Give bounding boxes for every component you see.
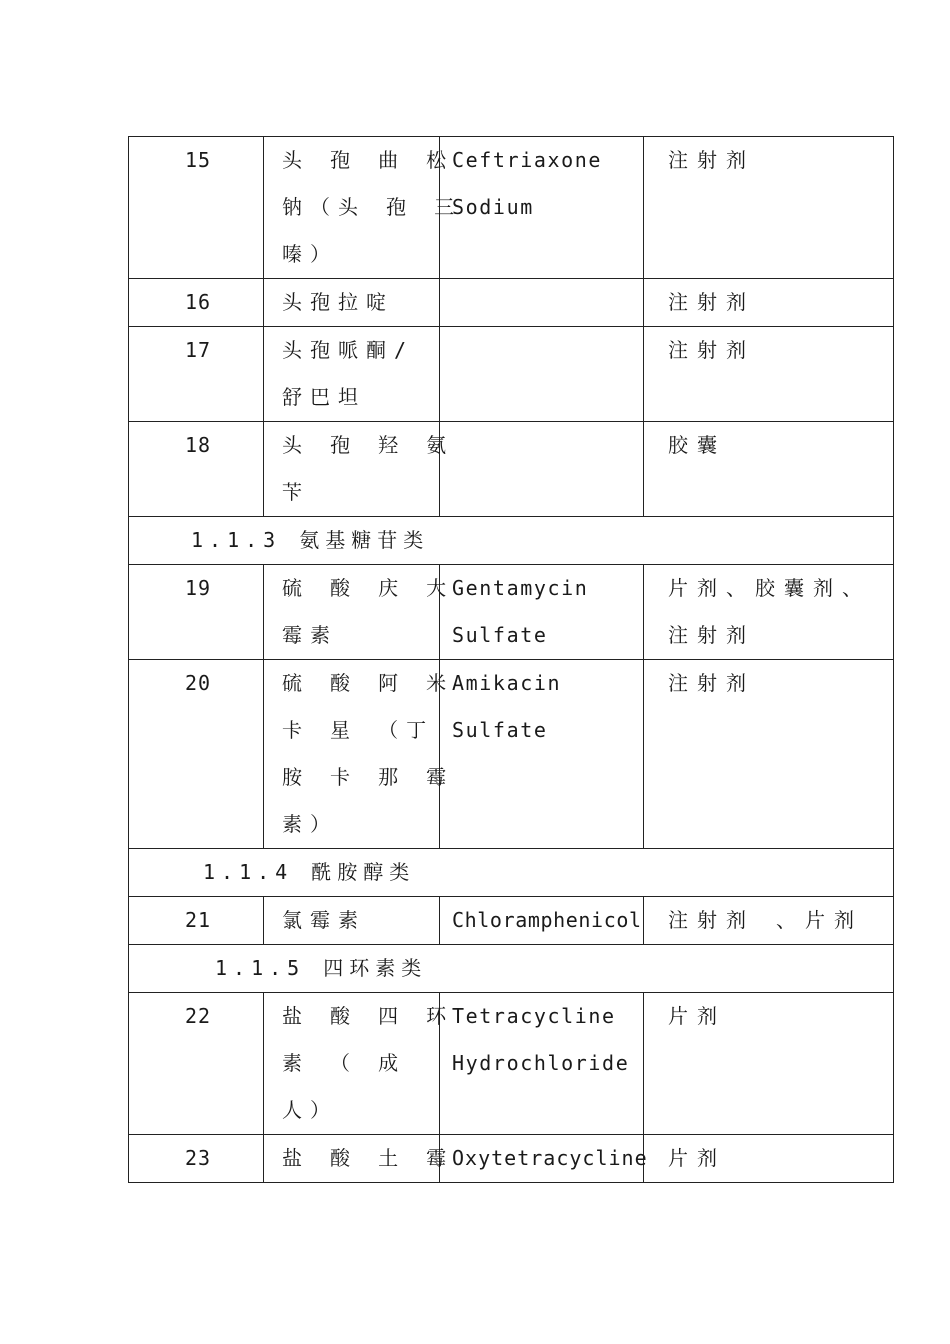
drug-name-cn: 头孢哌酮/ 舒巴坦	[264, 327, 440, 422]
drug-name-cn: 头 孢 羟 氨 苄	[264, 422, 440, 517]
drug-name-en: Tetracycline Hydrochloride	[440, 993, 644, 1135]
dosage-form: 片剂	[644, 993, 894, 1135]
drug-name-cn: 盐 酸 四 环 素 （ 成 人）	[264, 993, 440, 1135]
section-heading: 1.1.5 四环素类	[129, 945, 894, 993]
drug-name-en: Amikacin Sulfate	[440, 660, 644, 849]
table-row	[129, 897, 894, 945]
dosage-form: 注射剂	[644, 279, 894, 327]
row-number: 21	[129, 897, 264, 945]
dosage-form: 注射剂	[644, 137, 894, 279]
drug-name-en	[440, 279, 644, 327]
drug-name-en	[440, 327, 644, 422]
table-row	[129, 422, 894, 517]
drug-name-cn: 氯霉素	[264, 897, 440, 945]
drug-name-en: Oxytetracycline	[440, 1135, 644, 1183]
row-number: 19	[129, 565, 264, 660]
dosage-form: 片剂、胶囊剂、 注射剂	[644, 565, 894, 660]
drug-name-en: Ceftriaxone Sodium	[440, 137, 644, 279]
dosage-form: 注射剂	[644, 660, 894, 849]
row-number: 17	[129, 327, 264, 422]
drug-name-en	[440, 422, 644, 517]
table-row	[129, 993, 894, 1135]
drug-name-cn: 硫 酸 庆 大 霉素	[264, 565, 440, 660]
table-row	[129, 327, 894, 422]
table-row	[129, 1135, 894, 1183]
section-row	[129, 849, 894, 897]
section-row	[129, 945, 894, 993]
drug-name-en: Chloramphenicol	[440, 897, 644, 945]
section-row	[129, 517, 894, 565]
table-row	[129, 279, 894, 327]
row-number: 16	[129, 279, 264, 327]
row-number: 22	[129, 993, 264, 1135]
table-row	[129, 565, 894, 660]
section-heading: 1.1.3 氨基糖苷类	[129, 517, 894, 565]
drug-name-cn: 头 孢 曲 松 钠（头 孢 三 嗪）	[264, 137, 440, 279]
drug-name-cn: 头孢拉啶	[264, 279, 440, 327]
row-number: 18	[129, 422, 264, 517]
table-row	[129, 137, 894, 279]
dosage-form: 片剂	[644, 1135, 894, 1183]
drug-name-en: Gentamycin Sulfate	[440, 565, 644, 660]
table-row	[129, 660, 894, 849]
row-number: 23	[129, 1135, 264, 1183]
dosage-form: 注射剂	[644, 327, 894, 422]
row-number: 20	[129, 660, 264, 849]
drug-table	[128, 136, 894, 1183]
drug-name-cn: 硫 酸 阿 米 卡 星 （丁 胺 卡 那 霉 素）	[264, 660, 440, 849]
dosage-form: 注射剂 、片剂	[644, 897, 894, 945]
row-number: 15	[129, 137, 264, 279]
drug-name-cn: 盐 酸 土 霉	[264, 1135, 440, 1183]
section-heading: 1.1.4 酰胺醇类	[129, 849, 894, 897]
dosage-form: 胶囊	[644, 422, 894, 517]
